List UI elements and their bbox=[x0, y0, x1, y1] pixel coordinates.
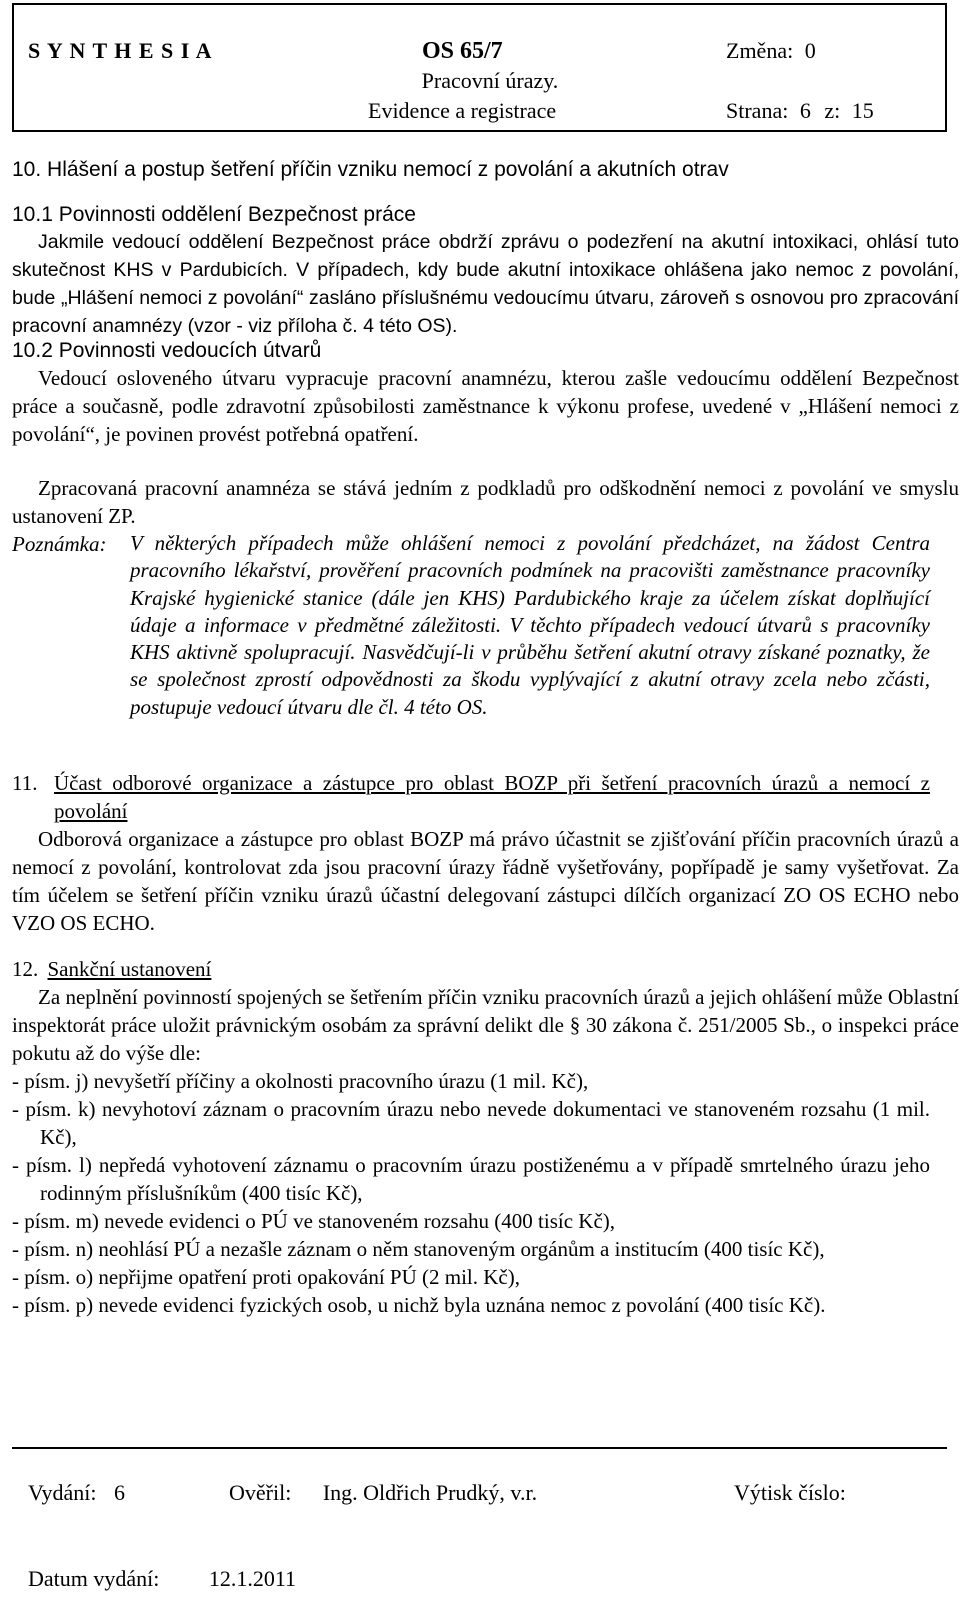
page-of-label: z: bbox=[824, 98, 841, 123]
page-label: Strana: bbox=[726, 98, 789, 123]
penalty-list bbox=[12, 1067, 930, 1319]
change-info bbox=[726, 38, 816, 64]
section-12-text: Za neplnění povinností spojených se šetřením příčin vzniku pracovních úrazů a jejich ohlášení může Oblastní inspektorát práce uložit právnickým osobám za správní delikt dle § 30 zákona č. 251/2005 Sb., o inspekci práce pokutu až do výše dle: bbox=[12, 985, 959, 1066]
issue-date bbox=[28, 1566, 296, 1592]
date-value: 12.1.2011 bbox=[208, 1566, 297, 1591]
list-item: - písm. p) nevede evidenci fyzických osob, u nichž byla uznána nemoc z povolání (400 tisíc Kč). bbox=[12, 1293, 826, 1317]
section-10-2-title: 10.2 Povinnosti vedoucích útvarů bbox=[12, 339, 322, 362]
section-10-2-text-1: Vedoucí osloveného útvaru vypracuje pracovní anamnézu, kterou zašle vedoucímu oddělení Bezpečnost práce a současně, podle zdravotní způsobilosti zaměstnance k výkonu profese, uvedené v „Hlášení nemoci z povolání“, je povinen provést potřebná opatření. bbox=[12, 366, 959, 446]
verified-label: Ověřil: bbox=[229, 1480, 292, 1505]
section-10-1-text bbox=[12, 228, 959, 340]
list-item: - písm. l) nepředá vyhotovení záznamu o pracovním úrazu postiženému a v případě smrtelného úrazu jeho rodinným příslušníkům (400 tisíc Kč), bbox=[12, 1153, 930, 1205]
list-item: - písm. k) nevyhotoví záznam o pracovním úrazu nebo nevede dokumentaci ve stanoveném rozsahu (1 mil. Kč), bbox=[12, 1097, 930, 1149]
section-12-number-value: 12. bbox=[12, 957, 39, 981]
section-10-1-text-a: Jakmile vedoucí oddělení Bezpečnost práce obdrží zprávu o podezření na akutní intoxikaci, ohlásí tuto skutečnost KHS v Pardubicích. bbox=[12, 231, 959, 281]
list-item: - písm. n) neohlásí PÚ a nezašle záznam o něm stanoveným orgánům a institucím (400 tisíc Kč), bbox=[12, 1237, 825, 1261]
date-label: Datum vydání: bbox=[28, 1566, 160, 1591]
document-code: OS 65/7 bbox=[422, 38, 503, 64]
copy-number-label: Výtisk číslo: bbox=[734, 1480, 846, 1505]
section-10-title: 10. Hlášení a postup šetření příčin vzniku nemocí z povolání a akutních otrav bbox=[12, 158, 729, 181]
note-text: V některých případech může ohlášení nemoci z povolání předcházet, na žádost Centra pracovního lékařství, prověření pracovních podmínek na pracovišti zaměstnance pracovníky Krajské hygienické stanice (dále jen KHS) Pardubického kraje za účelem získat doplňující údaje a informace v předmětné záležitosti. V těchto případech vedoucí útvarů s pracovníky KHS aktivně spolupracují. Nasvědčují-li v průběhu šetření akutní otravy získané poznatky, že se společnost zprostí odpovědnosti za škodu vyplývající z akutní otravy zcela nebo zčásti, postupuje vedoucí útvaru dle čl. 4 této OS. bbox=[130, 531, 930, 719]
issue-label: Vydání: bbox=[28, 1480, 97, 1505]
section-11-text: Odborová organizace a zástupce pro oblast BOZP má právo účastnit se zjišťování příčin pracovních úrazů a nemocí z povolání, kontrolovat zda jsou pracovní úrazy řádně vyšetřovány, popřípadě je samy vyšetřovat. Za tím účelem se šetření příčin vzniku úrazů účastní delegovaní zástupci dílčích organizací ZO OS ECHO nebo VZO OS ECHO. bbox=[12, 827, 959, 935]
document-title-2: Evidence a registrace bbox=[368, 98, 557, 123]
issue-value: 6 bbox=[113, 1480, 125, 1505]
section-10-1-text-b: V případech, kdy bude akutní intoxikace ohlášena jako nemoc z povolání, bude „Hlášení nemoci z povolání“ zasláno příslušnému vedoucímu útvaru, zároveň s osnovou pro zpracování pracovní anamnézy (vzor - viz příloha č. 4 této OS). bbox=[12, 259, 959, 337]
section-12-number bbox=[12, 955, 211, 983]
list-item: - písm. m) nevede evidenci o PÚ ve stanoveném rozsahu (400 tisíc Kč), bbox=[12, 1209, 616, 1233]
footer-divider bbox=[12, 1447, 947, 1449]
page-total: 15 bbox=[851, 98, 874, 123]
change-label: Změna: bbox=[726, 38, 794, 63]
page-info bbox=[726, 98, 874, 124]
section-10-1-title: 10.1 Povinnosti oddělení Bezpečnost práce bbox=[12, 203, 416, 226]
list-item: - písm. j) nevyšetří příčiny a okolnosti pracovního úrazu (1 mil. Kč), bbox=[12, 1069, 589, 1093]
change-value: 0 bbox=[804, 38, 816, 63]
note-label: Poznámka: bbox=[12, 532, 107, 556]
section-11-number: 11. bbox=[12, 771, 38, 795]
page-number: 6 bbox=[799, 98, 811, 123]
section-10-2-text-2: Zpracovaná pracovní anamnéza se stává jedním z podkladů pro odškodnění nemoci z povolání ve smyslu ustanovení ZP. bbox=[12, 476, 959, 528]
issue-info bbox=[28, 1480, 125, 1506]
company-name: S Y N T H E S I A bbox=[28, 38, 213, 63]
list-item: - písm. o) nepřijme opatření proti opakování PÚ (2 mil. Kč), bbox=[12, 1265, 520, 1289]
document-title-1: Pracovní úrazy. bbox=[421, 68, 559, 93]
section-11-title: Účast odborové organizace a zástupce pro oblast BOZP při šetření pracovních úrazů a nemocí z povolání bbox=[54, 771, 930, 823]
section-12-title: Sankční ustanovení bbox=[47, 957, 212, 981]
verified-info bbox=[229, 1480, 537, 1506]
verified-value: Ing. Oldřich Prudký, v.r. bbox=[322, 1480, 538, 1505]
